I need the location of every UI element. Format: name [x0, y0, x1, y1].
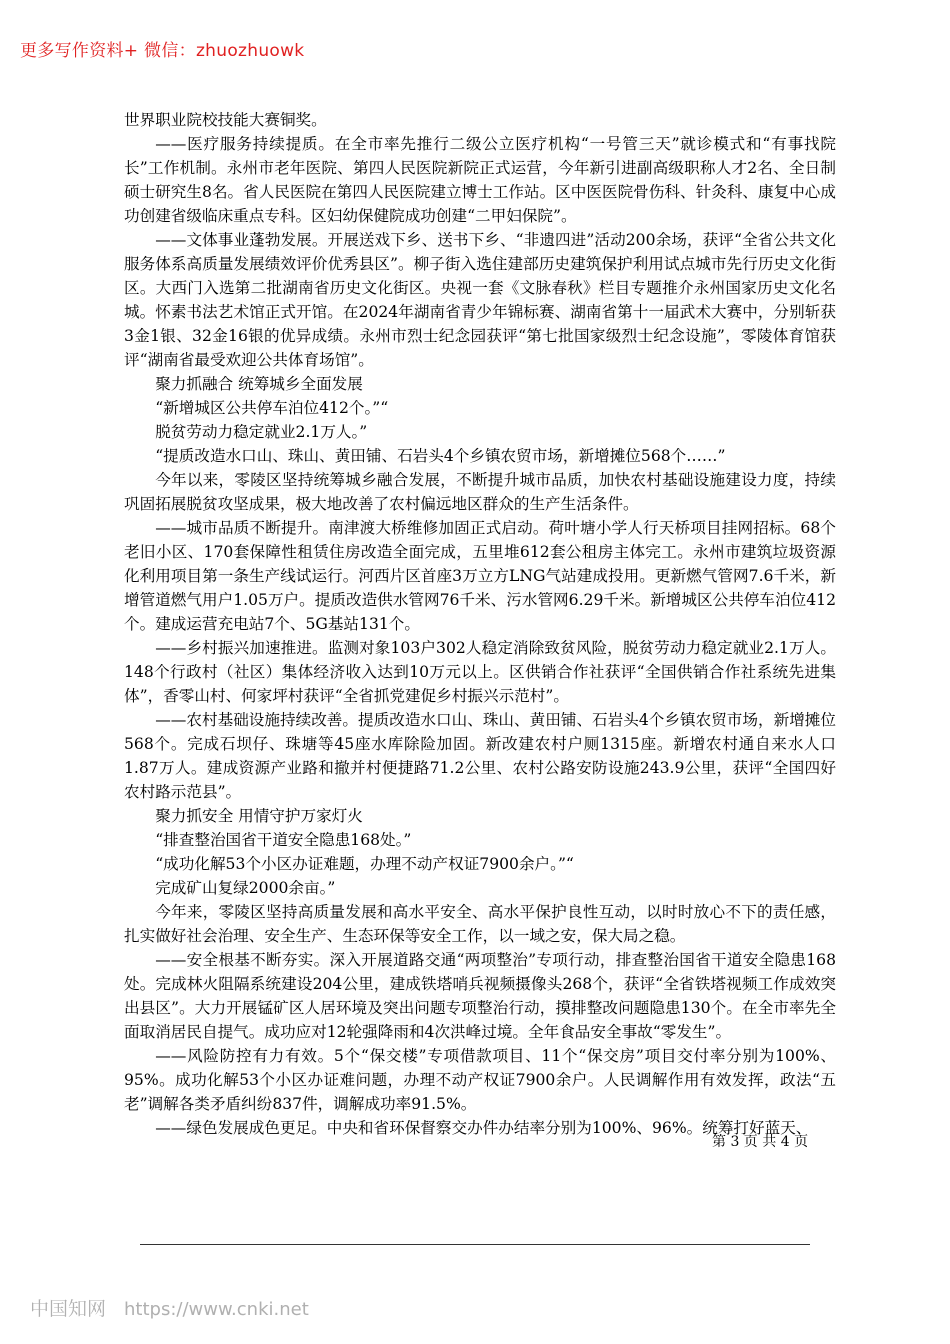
section-heading: 聚力抓安全 用情守护万家灯火: [155, 807, 363, 825]
paragraph: ——农村基础设施持续改善。提质改造水口山、珠山、黄田铺、石岩头4个乡镇农贸市场，新增摊位568个。完成石坝仔、珠塘等45座水库除险加固。新改建农村户厕1315座。新增农村通自来水人口1.87万人。建成资源产业路和撤并村便捷路71.2公里、农村公路安防设施243.9公里，获评“全国四好农村路示范县”。: [124, 711, 836, 801]
paragraph: ——文体事业蓬勃发展。开展送戏下乡、送书下乡、“非遗四进”活动200余场，获评“全省公共文化服务体系高质量发展绩效评价优秀县区”。柳子街入选住建部历史建筑保护利用试点城市先行历史文化街区。大西门入选第二批湖南省历史文化街区。央视一套《文脉春秋》栏目专题推介永州国家历史文化名城。怀素书法艺术馆正式开馆。在2024年湖南省青少年锦标赛、湖南省第十一届武术大赛中，分别斩获3金1银、32金16银的优异成绩。永州市烈士纪念园获评“第七批国家级烈士纪念设施”，零陵体育馆获评“湖南省最受欢迎公共体育场馆”。: [124, 231, 836, 369]
paragraph: ——医疗服务持续提质。在全市率先推行二级公立医疗机构“一号管三天”就诊模式和“有事找院长”工作机制。永州市老年医院、第四人民医院新院正式运营，今年新引进副高级职称人才2名、全日制硕士研究生8名。省人民医院在第四人民医院建立博士工作站。区中医医院骨伤科、针灸科、康复中心成功创建省级临床重点专科。区妇幼保健院成功创建“二甲妇保院”。: [124, 135, 836, 225]
paragraph: ——绿色发展成色更足。中央和省环保督察交办件办结率分别为100%、96%。统筹打好蓝天、: [155, 1119, 812, 1137]
highlight-quote: “成功化解53个小区办证难题，办理不动产权证7900余户。”“: [155, 855, 574, 873]
paragraph: ——城市品质不断提升。南津渡大桥维修加固正式启动。荷叶塘小学人行天桥项目挂网招标。68个老旧小区、170套保障性租赁住房改造全面完成，五里堆612套公租房主体完工。永州市建筑垃圾资源化利用项目第一条生产线试运行。河西片区首座3万立方LNG气站建成投用。更新燃气管网7.6千米，新增管道燃气用户1.05万户。提质改造供水管网76千米、污水管网6.29千米。新增城区公共停车泊位412个。建成运营充电站7个、5G基站131个。: [124, 519, 836, 633]
paragraph: 世界职业院校技能大赛铜奖。: [124, 111, 327, 129]
cnki-watermark: [30, 1294, 309, 1321]
watermark-brand: 中国知网: [30, 1298, 107, 1320]
paragraph: 今年来，零陵区坚持高质量发展和高水平安全、高水平保护良性互动，以时时放心不下的责任感，扎实做好社会治理、安全生产、生态环保等安全工作，以一域之安，保大局之稳。: [124, 903, 836, 945]
paragraph: ——风险防控有力有效。5个“保交楼”专项借款项目、11个“保交房”项目交付率分别为100%、95%。成功化解53个小区办证难问题，办理不动产权证7900余户。人民调解作用有效发挥，政法“五老”调解各类矛盾纠纷837件，调解成功率91.5%。: [124, 1047, 836, 1113]
page-indicator: 第 3 页 共 4 页: [712, 1134, 809, 1150]
promo-header-text: 更多写作资料+ 微信：zhuozhuowk: [20, 41, 305, 61]
section-heading: 聚力抓融合 统筹城乡全面发展: [155, 375, 363, 393]
paragraph: ——乡村振兴加速推进。监测对象103户302人稳定消除致贫风险，脱贫劳动力稳定就业2.1万人。148个行政村（社区）集体经济收入达到10万元以上。区供销合作社获评“全国供销合作社系统先进集体”，香零山村、何家坪村获评“全省抓党建促乡村振兴示范村”。: [124, 639, 836, 705]
highlight-quote: “排查整治国省干道安全隐患168处。”: [155, 831, 412, 849]
footer-divider: [140, 1244, 810, 1245]
highlight-quote: “新增城区公共停车泊位412个。”“: [155, 399, 389, 417]
watermark-url: https://www.cnki.net: [124, 1299, 309, 1320]
document-body: [124, 108, 836, 1140]
paragraph: 今年以来，零陵区坚持统筹城乡融合发展，不断提升城市品质，加快农村基础设施建设力度，持续巩固拓展脱贫攻坚成果，极大地改善了农村偏远地区群众的生产生活条件。: [124, 471, 836, 513]
highlight-quote: “提质改造水口山、珠山、黄田铺、石岩头4个乡镇农贸市场，新增摊位568个……”: [155, 447, 726, 465]
highlight-quote: 完成矿山复绿2000余亩。”: [155, 879, 336, 897]
highlight-quote: 脱贫劳动力稳定就业2.1万人。”: [155, 423, 368, 441]
paragraph: ——安全根基不断夯实。深入开展道路交通“两项整治”专项行动，排查整治国省干道安全隐患168处。完成林火阻隔系统建设204公里，建成铁塔哨兵视频摄像头268个，获评“全省铁塔视频工作成效突出县区”。大力开展锰矿区人居环境及突出问题专项整治行动，摸排整改问题隐患130个。在全市率先全面取消居民自提气。成功应对12轮强降雨和4次洪峰过境。全年食品安全事故“零发生”。: [124, 951, 836, 1041]
